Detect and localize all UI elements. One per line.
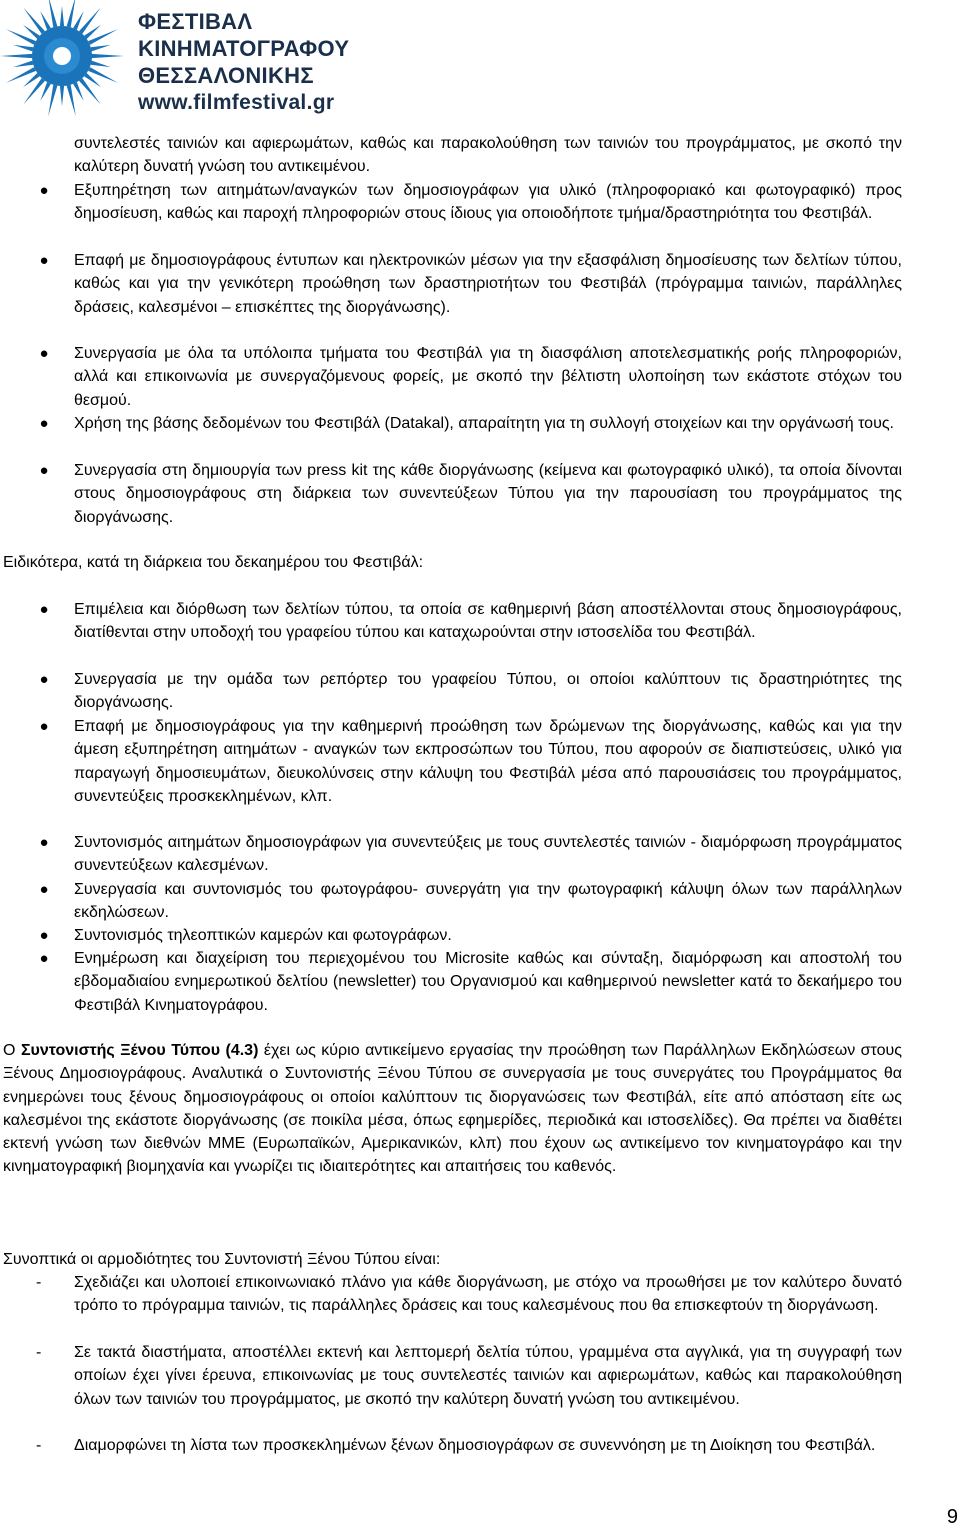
list-item (39, 342, 902, 412)
foreign-press-coordinator-paragraph (3, 1039, 902, 1179)
list-item-text: Εξυπηρέτηση των αιτημάτων/αναγκών των δημοσιογράφων για υλικό (πληροφοριακό και φωτογραφικό) προς δημοσίευση, καθώς και παροχή πληροφοριών στους ίδιους για οποιοδήποτε τμήμα/δραστηριότητα του Φεστιβάλ. (74, 182, 902, 223)
org-line-3: ΘΕΣΣΑΛΟΝΙΚΗΣ (138, 63, 314, 88)
list-item-text: Συνεργασία και συντονισμός του φωτογράφου- συνεργάτη για την φωτογραφική κάλυψη όλων των παράλληλων εκδηλώσεων. (74, 881, 902, 922)
list-item-text: Συντονισμός αιτημάτων δημοσιογράφων για συνεντεύξεις με τους συντελεστές ταινιών - διαμόρφωση προγράμματος συνεντεύξεων καλεσμένων. (74, 834, 902, 875)
dash-marker: - (36, 1437, 42, 1454)
bullet-icon: ● (39, 182, 49, 199)
list-item-text: Διαμορφώνει τη λίστα των προσκεκλημένων ξένων δημοσιογράφων σε συνεννόηση με τη Διοίκηση του Φεστιβάλ. (74, 1437, 876, 1454)
list-item (39, 179, 902, 226)
list-item (39, 412, 902, 435)
bullet-icon: ● (39, 881, 49, 898)
list-item-text: Συντονισμός τηλεοπτικών καμερών και φωτογράφων. (74, 927, 452, 944)
role-title: Συντονιστής Ξένου Τύπου (4.3) (20, 1042, 259, 1059)
list-item-text: Επαφή με δημοσιογράφους έντυπων και ηλεκτρονικών μέσων για την εξασφάλιση δημοσίευσης των δελτίων τύπου, καθώς και για την γενικότερη προώθηση των δραστηριοτήτων του Φεστιβάλ (πρόγραμμα ταινιών, παράλληλες δράσεις, καλεσμένοι – επισκέπτες της διοργάνωσης). (74, 252, 902, 316)
section-intro: Συνοπτικά οι αρμοδιότητες του Συντονιστή Ξένου Τύπου είναι: (3, 1251, 441, 1268)
list-item (39, 459, 902, 529)
list-item-text: Ενημέρωση και διαχείριση του περιεχομένου του Microsite καθώς και σύνταξη, διαμόρφωση και αποστολή του εβδομαδιαίου ενημερωτικού δελτίου (newsletter) του Οργανισμού και καθημερινού newsletter κατά το δεκαήμερο του Φεστιβάλ Κινηματογράφου. (74, 950, 902, 1014)
bullet-icon: ● (39, 927, 49, 944)
page-header (0, 0, 420, 128)
bullet-icon: ● (39, 834, 49, 851)
para-prefix: Ο (3, 1042, 21, 1059)
list-item-text: Επιμέλεια και διόρθωση των δελτίων τύπου, τα οποία σε καθημερινή βάση αποστέλλονται στους δημοσιογράφους, διατίθενται στην υποδοχή του γραφείου τύπου και καταχωρούνται στην ιστοσελίδα του Φεστιβάλ. (74, 601, 902, 642)
website-url: www.filmfestival.gr (138, 91, 335, 114)
list-item (39, 878, 902, 925)
dash-marker: - (36, 1344, 42, 1361)
page-number: 9 (946, 1506, 958, 1528)
section-intro: Ειδικότερα, κατά τη διάρκεια του δεκαημέρου του Φεστιβάλ: (3, 554, 424, 571)
bullet-icon: ● (39, 415, 49, 432)
continuation-paragraph: συντελεστές ταινιών και αφιερωμάτων, καθώς και παρακολούθηση των ταινιών του προγράμματος, με σκοπό την καλύτερη δυνατή γνώση του αντικειμένου. (74, 135, 902, 176)
list-item-text: Σε τακτά διαστήματα, αποστέλλει εκτενή και λεπτομερή δελτία τύπου, γραμμένα στα αγγλικά, για τη συγγραφή των οποίων έχει γίνει έρευνα, επικοινωνίας με τους συντελεστές ταινιών και αφιερωμάτων, καθώς και παρακολούθηση όλων των ταινιών του προγράμματος, με σκοπό την καλύτερη δυνατή γνώση του αντικειμένου. (74, 1344, 902, 1408)
bullet-icon: ● (39, 462, 49, 479)
dash-marker: - (36, 1274, 42, 1291)
bullet-icon: ● (39, 601, 49, 618)
list-item-text: Σχεδιάζει και υλοποιεί επικοινωνιακό πλάνο για κάθε διοργάνωση, με στόχο να προωθήσει με τον καλύτερο δυνατό τρόπο το πρόγραμμα ταινιών, τις παράλληλες δράσεις και τους καλεσμένους που θα επισκεφτούν τη διοργάνωση. (74, 1274, 902, 1315)
list-item-text: Χρήση της βάσης δεδομένων του Φεστιβάλ (Datakal), απαραίτητη για τη συλλογή στοιχείων και την οργάνωσή τους. (74, 415, 894, 432)
bullet-icon: ● (39, 345, 49, 362)
org-line-1: ΦΕΣΤΙΒΑΛ (138, 9, 253, 34)
list-item (39, 924, 902, 947)
festival-sun-logo-icon (0, 0, 136, 130)
list-item (39, 715, 902, 808)
list-item-text: Επαφή με δημοσιογράφους για την καθημερινή προώθηση των δρώμενων της διοργάνωσης, καθώς και για την άμεση εξυπηρέτηση αιτημάτων - αναγκών των εκπροσώπων του Τύπου, που αφορούν σε διαπιστεύσεις, υλικό για παραγωγή δημοσιευμάτων, διευκολύνσεις στην κάλυψη του Φεστιβάλ μέσα από παρουσιάσεις του προγράμματος, συνεντεύξεις προσκεκλημένων, κλπ. (74, 718, 902, 805)
bullet-icon: ● (39, 718, 49, 735)
list-item (39, 598, 902, 645)
bullet-icon: ● (39, 671, 49, 688)
list-item (39, 668, 902, 715)
list-item-text: Συνεργασία στη δημιουργία των press kit της κάθε διοργάνωσης (κείμενα και φωτογραφικό υλικό), τα οποία δίνονται στους δημοσιογράφους στη διάρκεια των συνεντεύξεων Τύπου για την παρουσίαση του προγράμματος της διοργάνωσης. (74, 462, 902, 526)
list-item-text: Συνεργασία με όλα τα υπόλοιπα τμήματα του Φεστιβάλ για τη διασφάλιση αποτελεσματικής ροής πληροφοριών, αλλά και επικοινωνία με συνεργαζόμενους φορείς, με σκοπό την βέλτιστη υλοποίηση των εκάστοτε στόχων του θεσμού. (74, 345, 902, 409)
list-item (39, 831, 902, 878)
list-item (36, 1434, 902, 1457)
list-item (36, 1271, 902, 1318)
list-item (36, 1341, 902, 1411)
para-body: έχει ως κύριο αντικείμενο εργασίας την προώθηση των Παράλληλων Εκδηλώσεων στους Ξένους Δημοσιογράφους. Αναλυτικά ο Συντονιστής Ξένου Τύπου σε συνεργασία με τους συνεργάτες του Προγράμματος θα ενημερώνει τους ξένους δημοσιογράφους οι οποίοι καλύπτουν τις διοργανώσεις των Φεστιβάλ, είτε από απόσταση είτε ως καλεσμένοι της εκάστοτε διοργάνωσης (σε ποικίλα μέσα, όπως εφημερίδες, περιοδικά και ιστοσελίδες). Θα πρέπει να διαθέτει εκτενή γνώση των διεθνών ΜΜΕ (Ευρωπαϊκών, Αμερικανικών, κλπ) που έχουν ως αντικείμενο τον κινηματογράφο και την κινηματογραφική βιομηχανία και γνωρίζει τις ιδιαιτερότητες και απαιτήσεις του καθενός. (3, 1042, 903, 1176)
bullet-icon: ● (39, 252, 49, 269)
organization-name (138, 8, 349, 116)
bullet-icon: ● (39, 950, 49, 967)
list-item-text: Συνεργασία με την ομάδα των ρεπόρτερ του γραφείου Τύπου, οι οποίοι καλύπτουν τις δραστηριότητες της διοργάνωσης. (74, 671, 902, 712)
list-item (39, 947, 902, 1017)
list-item (39, 249, 902, 319)
org-line-2: ΚΙΝΗΜΑΤΟΓΡΑΦΟΥ (138, 36, 350, 61)
